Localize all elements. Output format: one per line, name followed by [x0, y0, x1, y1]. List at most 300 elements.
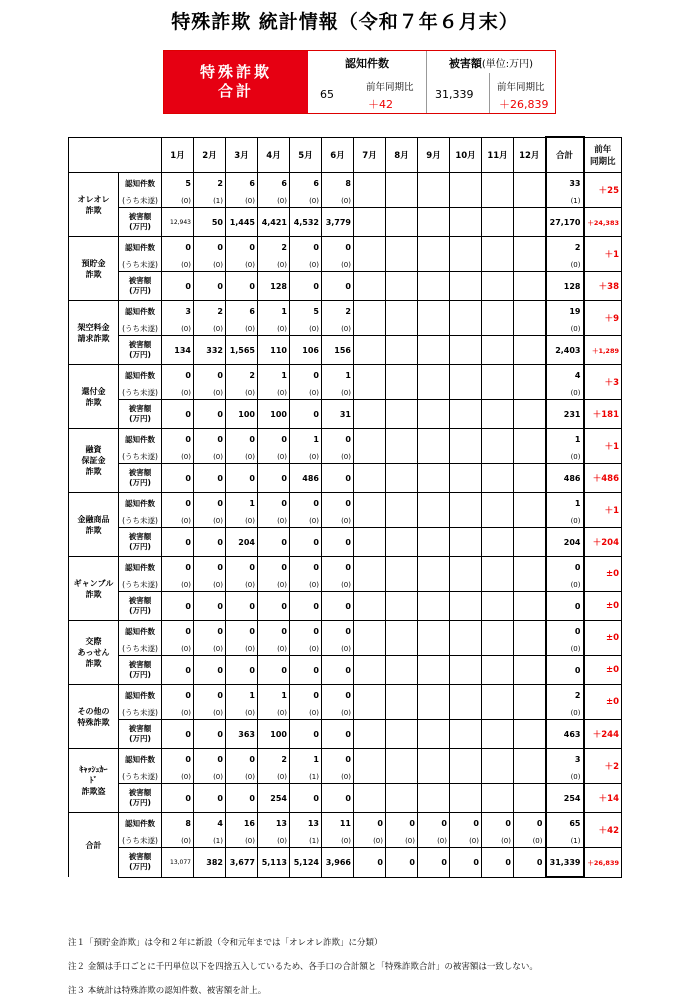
pending-total-cell: (0) [546, 258, 584, 272]
row-label-damage-line2: (万円) [129, 542, 151, 551]
damage-cell: 0 [194, 592, 226, 621]
damage-cell: 0 [162, 720, 194, 749]
count-cell [386, 301, 418, 323]
pending-cell [354, 386, 386, 400]
count-cell: 0 [290, 621, 322, 643]
damage-cell: 100 [258, 400, 290, 429]
pending-cell: (0) [162, 194, 194, 208]
category-label-line: 詐欺 [85, 397, 102, 407]
category-label [69, 557, 119, 621]
pending-cell: (0) [226, 450, 258, 464]
pending-cell: (0) [258, 514, 290, 528]
count-cell: 4 [194, 813, 226, 835]
count-cell: 2 [194, 173, 226, 195]
damage-cell [386, 272, 418, 301]
category-label-line: 還付金 [81, 386, 106, 396]
row-label-pending: (うち未遂) [119, 194, 162, 208]
count-cell [482, 749, 514, 771]
pending-cell [354, 194, 386, 208]
row-label-pending: (うち未遂) [119, 834, 162, 848]
count-cell: 2 [258, 237, 290, 259]
pending-cell: (0) [226, 642, 258, 656]
row-label-count: 認知件数 [119, 685, 162, 707]
row-label-damage-line2: (万円) [129, 670, 151, 679]
count-cell: 8 [322, 173, 354, 195]
damage-cell [354, 400, 386, 429]
month-header: 3月 [226, 137, 258, 173]
count-cell: 0 [290, 493, 322, 515]
row-label-damage [119, 720, 162, 749]
row-label-damage-line2: (万円) [129, 798, 151, 807]
damage-cell [450, 592, 482, 621]
category-label-line: 詐欺 [85, 467, 102, 476]
damage-cell [418, 720, 450, 749]
category-label-line: 預貯金 [81, 258, 106, 268]
pending-cell [514, 322, 546, 336]
pending-cell [386, 706, 418, 720]
pending-cell: (0) [226, 258, 258, 272]
table-row [69, 272, 622, 301]
damage-cell: 0 [194, 272, 226, 301]
count-cell: 0 [226, 749, 258, 771]
summary-label-line1: 特殊詐欺 [199, 63, 272, 81]
damage-cell [418, 208, 450, 237]
table-row [69, 336, 622, 365]
category-label-line: オレオレ [77, 194, 110, 204]
count-cell: 0 [162, 621, 194, 643]
count-cell [450, 557, 482, 579]
row-label-count: 認知件数 [119, 621, 162, 643]
damage-cell [418, 336, 450, 365]
damage-cell: 0 [290, 400, 322, 429]
count-cell [450, 301, 482, 323]
pending-cell [450, 322, 482, 336]
count-total-cell: 1 [546, 429, 584, 451]
pending-cell [418, 386, 450, 400]
damage-cell: 134 [162, 336, 194, 365]
pending-cell [354, 322, 386, 336]
row-label-damage [119, 848, 162, 878]
count-cell [386, 237, 418, 259]
table-row [69, 848, 622, 878]
pending-cell [482, 578, 514, 592]
table-row [69, 400, 622, 429]
row-label-count: 認知件数 [119, 173, 162, 195]
damage-cell: 0 [162, 592, 194, 621]
count-cell: 0 [322, 237, 354, 259]
row-label-damage-line1: 被害額 [128, 404, 152, 413]
count-cell: 0 [322, 429, 354, 451]
damage-cell: 363 [226, 720, 258, 749]
damage-cell [450, 400, 482, 429]
count-cell [450, 173, 482, 195]
damage-cell [354, 336, 386, 365]
damage-cell [354, 208, 386, 237]
pending-cell [386, 194, 418, 208]
pending-total-cell: (0) [546, 450, 584, 464]
summary-damage-unit: (単位:万円) [481, 59, 534, 70]
row-label-damage-line2: (万円) [129, 862, 151, 872]
damage-cell: 3,966 [322, 848, 354, 878]
damage-cell [482, 464, 514, 493]
pending-cell: (0) [194, 706, 226, 720]
count-cell: 2 [194, 301, 226, 323]
note-1: 注１「預貯金詐欺」は令和２年に新設（令和元年までは「オレオレ詐欺」に分類） [68, 938, 383, 948]
pending-total-cell: (0) [546, 514, 584, 528]
damage-cell [354, 528, 386, 557]
note-2: 注２ 金額は手口ごとに千円単位以下を四捨五入しているため、各手口の合計額と「特殊詐欺合計」の被害額は一致しない。 [68, 962, 538, 972]
count-cell: 0 [226, 429, 258, 451]
damage-cell: 204 [226, 528, 258, 557]
month-header: 10月 [450, 137, 482, 173]
count-cell [514, 237, 546, 259]
damage-cell: 0 [162, 528, 194, 557]
pending-cell: (0) [162, 706, 194, 720]
pending-cell: (0) [258, 834, 290, 848]
count-cell [514, 301, 546, 323]
pending-cell [482, 258, 514, 272]
count-cell: 2 [322, 301, 354, 323]
count-cell: 0 [290, 685, 322, 707]
month-header: 1月 [162, 137, 194, 173]
row-label-pending: (うち未遂) [119, 578, 162, 592]
pending-cell: (0) [290, 450, 322, 464]
pending-cell [450, 450, 482, 464]
damage-cell [418, 400, 450, 429]
pending-cell [418, 770, 450, 784]
row-label-damage-line1: 被害額 [128, 532, 152, 541]
damage-cell [354, 592, 386, 621]
damage-cell: 0 [450, 848, 482, 878]
pending-cell [514, 770, 546, 784]
pending-cell: (0) [194, 450, 226, 464]
count-cell [450, 493, 482, 515]
pending-cell: (0) [162, 514, 194, 528]
pending-cell: (0) [226, 578, 258, 592]
damage-cell [386, 784, 418, 813]
count-cell [386, 621, 418, 643]
pending-cell: (0) [290, 578, 322, 592]
count-cell [418, 365, 450, 387]
damage-cell [386, 592, 418, 621]
pending-cell: (0) [226, 194, 258, 208]
pending-total-cell: (0) [546, 386, 584, 400]
pending-cell: (0) [322, 322, 354, 336]
damage-cell [514, 784, 546, 813]
table-row [69, 237, 622, 259]
category-label-line: 架空料金 [77, 322, 110, 332]
damage-cell: 254 [258, 784, 290, 813]
damage-total-cell: 254 [546, 784, 584, 813]
pending-cell [514, 258, 546, 272]
pending-cell [418, 258, 450, 272]
summary-label [164, 51, 308, 113]
count-cell: 1 [226, 685, 258, 707]
count-cell [386, 173, 418, 195]
count-cell: 0 [258, 621, 290, 643]
damage-cell: 5,124 [290, 848, 322, 878]
table-row [69, 685, 622, 707]
count-cell: 6 [258, 173, 290, 195]
summary-damage-cell [427, 51, 555, 113]
pending-cell: (0) [386, 834, 418, 848]
row-label-damage [119, 784, 162, 813]
damage-cell [450, 720, 482, 749]
damage-cell [450, 784, 482, 813]
count-cell: 0 [194, 237, 226, 259]
damage-cell: 0 [322, 720, 354, 749]
pending-cell [354, 514, 386, 528]
category-label [69, 237, 119, 301]
count-compare-cell: ＋42 [584, 813, 622, 848]
category-label [69, 493, 119, 557]
row-label-count: 認知件数 [119, 429, 162, 451]
category-label-line: 請求詐欺 [77, 333, 110, 343]
damage-compare-cell: ＋24,383 [584, 208, 622, 237]
damage-cell [514, 464, 546, 493]
damage-cell [418, 656, 450, 685]
pending-cell: (0) [322, 194, 354, 208]
count-total-cell: 65 [546, 813, 584, 835]
pending-cell: (0) [226, 386, 258, 400]
count-cell [354, 685, 386, 707]
header-corner [69, 137, 162, 173]
table-row [69, 770, 622, 784]
count-cell [354, 237, 386, 259]
summary-damage-header-text: 被害額 [448, 57, 482, 70]
count-cell: 11 [322, 813, 354, 835]
table-row [69, 450, 622, 464]
count-compare-cell: ±0 [584, 557, 622, 592]
damage-cell: 0 [226, 656, 258, 685]
row-label-damage-line1: 被害額 [128, 724, 152, 733]
damage-cell [514, 528, 546, 557]
pending-cell [386, 770, 418, 784]
pending-cell: (0) [322, 834, 354, 848]
damage-cell: 0 [194, 656, 226, 685]
pending-cell [418, 642, 450, 656]
pending-cell [514, 386, 546, 400]
pending-cell: (0) [322, 450, 354, 464]
count-cell [386, 557, 418, 579]
count-cell: 13 [258, 813, 290, 835]
damage-cell: 0 [194, 400, 226, 429]
table-row [69, 322, 622, 336]
pending-cell: (0) [482, 834, 514, 848]
damage-cell: 0 [322, 464, 354, 493]
row-label-damage-line1: 被害額 [128, 852, 152, 862]
damage-cell: 0 [322, 592, 354, 621]
month-header: 4月 [258, 137, 290, 173]
pending-cell: (0) [514, 834, 546, 848]
pending-cell: (0) [258, 642, 290, 656]
pending-cell: (0) [226, 514, 258, 528]
month-header: 12月 [514, 137, 546, 173]
table-row [69, 784, 622, 813]
damage-cell: 486 [290, 464, 322, 493]
count-cell [514, 493, 546, 515]
count-cell: 0 [258, 557, 290, 579]
count-cell: 2 [258, 749, 290, 771]
count-cell [514, 621, 546, 643]
count-compare-cell: ＋2 [584, 749, 622, 784]
pending-cell: (0) [258, 450, 290, 464]
count-cell [514, 365, 546, 387]
count-cell [482, 621, 514, 643]
pending-cell [482, 770, 514, 784]
row-label-pending: (うち未遂) [119, 322, 162, 336]
month-header: 6月 [322, 137, 354, 173]
damage-cell: 0 [194, 784, 226, 813]
damage-cell: 0 [290, 592, 322, 621]
pending-cell: (0) [162, 578, 194, 592]
summary-damage-prev-label: 前年同期比 [497, 82, 545, 93]
damage-cell [482, 592, 514, 621]
count-cell: 0 [450, 813, 482, 835]
damage-cell [418, 272, 450, 301]
damage-compare-cell: ±0 [584, 592, 622, 621]
summary-count-header: 認知件数 [345, 57, 389, 70]
pending-cell [418, 194, 450, 208]
damage-cell: 0 [290, 784, 322, 813]
damage-cell [514, 720, 546, 749]
damage-cell: 0 [258, 528, 290, 557]
summary-damage-prev-value: ＋26,839 [499, 98, 549, 111]
count-cell: 1 [258, 301, 290, 323]
count-cell: 6 [226, 173, 258, 195]
table-row [69, 208, 622, 237]
count-cell [354, 429, 386, 451]
table-row [69, 749, 622, 771]
count-cell [482, 301, 514, 323]
damage-cell: 0 [290, 720, 322, 749]
category-label-line: ｷｬｯｼｭｶｰ [79, 765, 108, 774]
count-compare-cell: ±0 [584, 685, 622, 720]
category-label-line: あっせん [77, 648, 110, 657]
count-cell: 13 [290, 813, 322, 835]
pending-cell [386, 642, 418, 656]
row-label-damage [119, 336, 162, 365]
pending-cell: (0) [194, 642, 226, 656]
pending-cell [450, 514, 482, 528]
count-cell [386, 429, 418, 451]
damage-cell: 0 [258, 464, 290, 493]
damage-cell: 332 [194, 336, 226, 365]
table-row [69, 493, 622, 515]
category-label [69, 685, 119, 749]
count-cell: 1 [290, 429, 322, 451]
damage-cell: 0 [322, 528, 354, 557]
damage-cell: 156 [322, 336, 354, 365]
count-cell [354, 173, 386, 195]
count-compare-cell: ＋1 [584, 493, 622, 528]
note-3: 注３ 本統計は特殊詐欺の認知件数、被害額を計上。 [68, 986, 267, 996]
count-cell: 0 [194, 493, 226, 515]
pending-cell [354, 642, 386, 656]
row-label-damage-line2: (万円) [129, 414, 151, 423]
table-row [69, 194, 622, 208]
damage-cell: 1,565 [226, 336, 258, 365]
damage-cell [354, 720, 386, 749]
pending-total-cell: (0) [546, 706, 584, 720]
count-cell [418, 237, 450, 259]
damage-cell: 0 [258, 656, 290, 685]
pending-cell [354, 578, 386, 592]
damage-cell [450, 336, 482, 365]
count-cell [418, 173, 450, 195]
count-cell: 5 [290, 301, 322, 323]
damage-cell: 0 [162, 784, 194, 813]
pending-cell: (1) [290, 770, 322, 784]
damage-cell [482, 272, 514, 301]
pending-cell [482, 322, 514, 336]
month-header: 8月 [386, 137, 418, 173]
damage-cell [482, 528, 514, 557]
count-cell: 0 [482, 813, 514, 835]
count-total-cell: 2 [546, 237, 584, 259]
count-cell [482, 173, 514, 195]
damage-cell: 0 [386, 848, 418, 878]
count-cell: 6 [226, 301, 258, 323]
count-cell: 1 [290, 749, 322, 771]
category-label-line: 合計 [85, 840, 102, 850]
count-cell: 0 [194, 365, 226, 387]
pending-cell [354, 706, 386, 720]
count-cell: 1 [258, 685, 290, 707]
count-cell: 0 [418, 813, 450, 835]
damage-total-cell: 31,339 [546, 848, 584, 878]
row-label-damage-line1: 被害額 [128, 596, 152, 605]
table-row [69, 365, 622, 387]
count-cell: 0 [258, 493, 290, 515]
page-title: 特殊詐欺 統計情報（令和７年６月末） [171, 11, 519, 33]
damage-cell: 1,445 [226, 208, 258, 237]
count-cell [354, 301, 386, 323]
count-cell [418, 493, 450, 515]
count-total-cell: 19 [546, 301, 584, 323]
pending-cell: (0) [322, 706, 354, 720]
damage-total-cell: 463 [546, 720, 584, 749]
pending-cell: (0) [258, 194, 290, 208]
damage-cell [514, 592, 546, 621]
pending-cell: (0) [162, 834, 194, 848]
pending-cell [418, 514, 450, 528]
table-row [69, 464, 622, 493]
row-label-count: 認知件数 [119, 749, 162, 771]
count-cell: 0 [194, 685, 226, 707]
count-cell: 0 [162, 685, 194, 707]
damage-cell [354, 464, 386, 493]
damage-cell: 3,677 [226, 848, 258, 878]
damage-cell: 0 [162, 464, 194, 493]
table-row [69, 621, 622, 643]
summary-count-cell [308, 51, 426, 113]
damage-total-cell: 128 [546, 272, 584, 301]
row-label-damage-line1: 被害額 [128, 340, 152, 349]
row-label-count: 認知件数 [119, 813, 162, 835]
count-total-cell: 33 [546, 173, 584, 195]
category-label-line: 特殊詐欺 [77, 717, 110, 727]
count-cell: 0 [162, 557, 194, 579]
table-row [69, 173, 622, 195]
count-total-cell: 3 [546, 749, 584, 771]
damage-compare-cell: ＋204 [584, 528, 622, 557]
count-cell [354, 365, 386, 387]
row-label-damage [119, 400, 162, 429]
count-cell [418, 557, 450, 579]
count-cell [514, 173, 546, 195]
damage-cell: 0 [322, 656, 354, 685]
